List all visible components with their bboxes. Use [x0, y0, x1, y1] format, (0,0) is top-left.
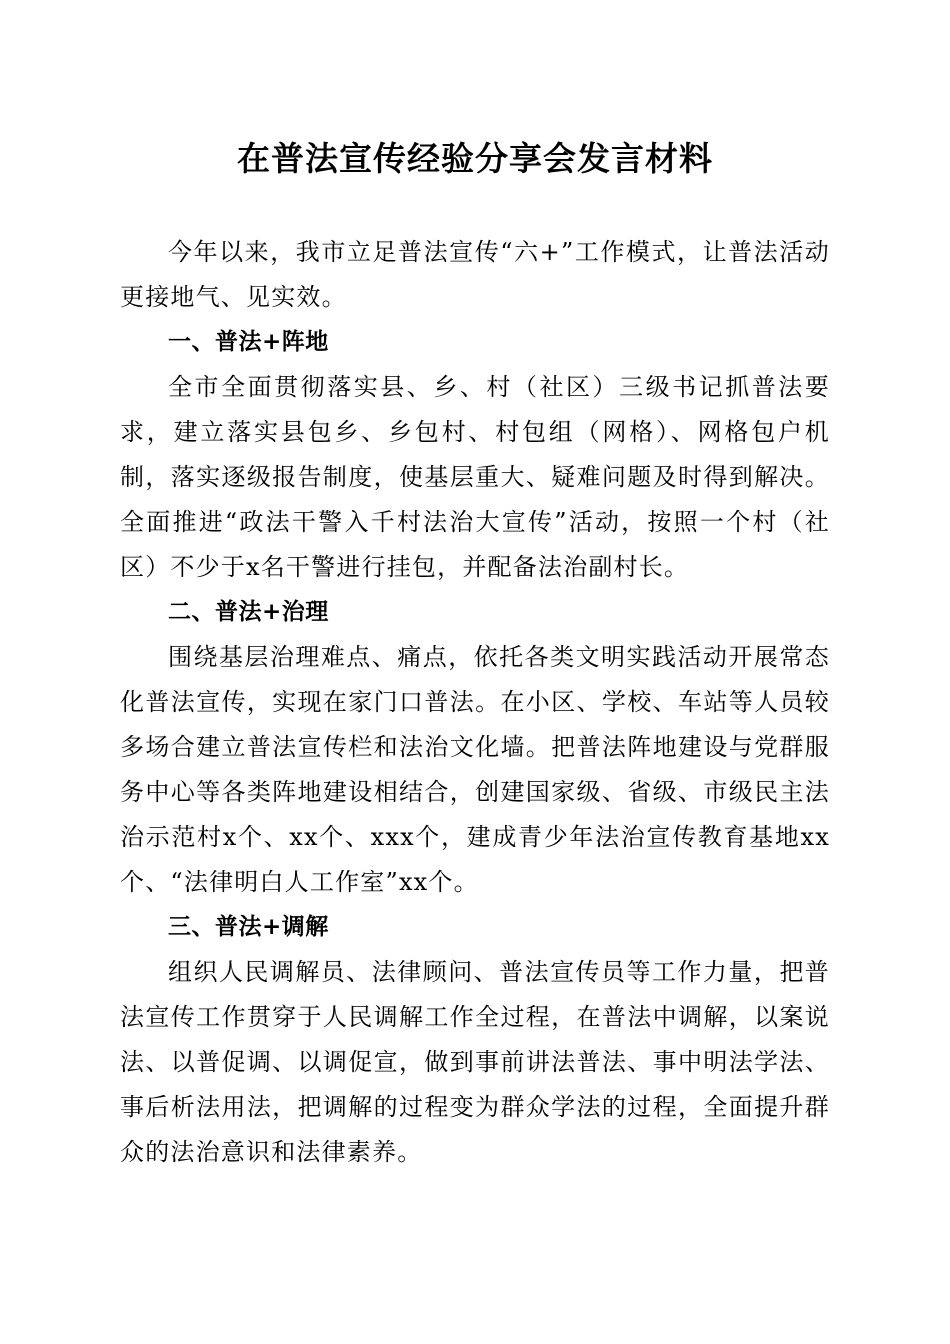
intro-paragraph: 今年以来，我市立足普法宣传“六+”工作模式，让普法活动更接地气、见实效。: [120, 238, 830, 311]
section-paragraph-2: 围绕基层治理难点、痛点，依托各类文明实践活动开展常态化普法宣传，实现在家门口普法。在小区、学校、车站等人员较多场合建立普法宣传栏和法治文化墙。把普法阵地建设与党群服务中心等各类阵地建设相结合，创建国家级、省级、市级民主法治示范村x个、xx个、xxx个，建成青少年法治宣传教育基地xx个、“法律明白人工作室”xx个。: [120, 643, 830, 896]
document-body: [120, 230, 830, 1175]
section-heading-1: 一、普法+阵地: [168, 329, 329, 355]
section-paragraph-1: 全市全面贯彻落实县、乡、村（社区）三级书记抓普法要求，建立落实县包乡、乡包村、村包组（网格）、网格包户机制，落实逐级报告制度，使基层重大、疑难问题及时得到解决。全面推进“政法干警入千村法治大宣传”活动，按照一个村（社区）不少于x名干警进行挂包，并配备法治副村长。: [120, 373, 830, 581]
section-heading-2: 二、普法+治理: [168, 599, 329, 625]
section-heading-3: 三、普法+调解: [168, 914, 329, 940]
section-paragraph-3: 组织人民调解员、法律顾问、普法宣传员等工作力量，把普法宣传工作贯穿于人民调解工作全过程，在普法中调解，以案说法、以普促调、以调促宣，做到事前讲法普法、事中明法学法、事后析法用法，把调解的过程变为群众学法的过程，全面提升群众的法治意识和法律素养。: [120, 958, 830, 1166]
document-title: 在普法宣传经验分享会发言材料: [237, 139, 713, 178]
